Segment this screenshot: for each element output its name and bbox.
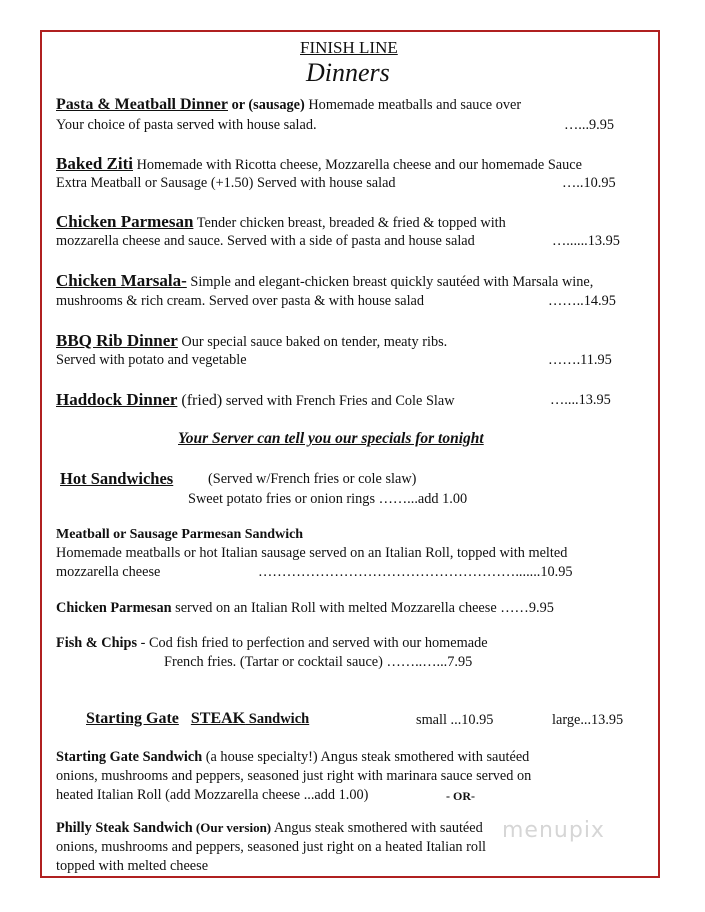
item-desc: served with French Fries and Cole Slaw [222,393,455,409]
sandwich-desc: Angus steak smothered with sautéed [271,820,483,836]
item-desc-line: mozzarella cheese and sauce. Served with a side of pasta and house salad [56,233,475,249]
sandwich-version: (Our version) [192,820,272,835]
item-price: ……..14.95 [548,293,616,309]
menu-item-starting-gate [56,749,529,766]
item-price: …….11.95 [548,352,612,368]
steak-large-price: large...13.95 [552,712,624,728]
or-separator: - OR- [446,789,475,803]
menu-item-pasta-meatball [56,96,521,114]
restaurant-title: FINISH LINE [300,38,398,57]
sandwich-name: Fish & Chips [56,635,138,651]
steak-small-price: small ...10.95 [416,712,494,728]
item-desc-line: Extra Meatball or Sausage (+1.50) Served with house salad [56,175,396,191]
sides-upgrade-note: Sweet potato fries or onion rings ……...add 1.00 [188,491,468,507]
steak-title-part: Starting Gate [86,710,179,727]
item-desc: Simple and elegant-chicken breast quickly sautéed with Marsala wine, [186,274,594,290]
sandwich-name: Philly Steak Sandwich [56,820,193,836]
section-title: Dinners [306,58,390,87]
sandwich-name: Starting Gate Sandwich [56,749,203,765]
sandwich-desc-line: Homemade meatballs or hot Italian sausage served on an Italian Roll, topped with melted [56,545,568,561]
sandwich-desc: (a house specialty!) Angus steak smothered with sautéed [202,749,530,765]
sandwich-price: ……………………………………………….......10.95 [258,564,573,580]
menu-item-haddock [56,390,455,410]
item-name: BBQ Rib Dinner [56,331,178,350]
item-name: Chicken Parmesan [56,212,194,231]
menu-item-chicken-parmesan [56,212,506,232]
item-desc: Homemade with Ricotta cheese, Mozzarella cheese and our homemade Sauce [133,157,582,173]
hot-sandwiches-title: Hot Sandwiches [60,469,174,488]
item-desc: Homemade meatballs and sauce over [304,97,522,113]
item-desc: Tender chicken breast, breaded & fried & topped with [193,215,506,231]
steak-title-part: Sandwich [245,711,310,727]
sandwich-desc: - Cod fish fried to perfection and served with our homemade [137,635,488,651]
item-name: Chicken Marsala- [56,271,187,290]
sandwich-name: Meatball or Sausage Parmesan Sandwich [56,527,304,542]
item-modifier: or (sausage) [231,97,305,113]
item-desc-line: mushrooms & rich cream. Served over pasta & with house salad [56,293,425,309]
item-desc-line: Served with potato and vegetable [56,352,247,368]
item-price: …......13.95 [552,233,620,249]
item-price: …....13.95 [550,392,611,408]
item-name: Haddock Dinner [56,390,178,409]
sandwich-desc-line: French fries. (Tartar or cocktail sauce) ……..…...7.95 [164,654,473,670]
sandwich-desc-line: onions, mushrooms and peppers, seasoned just right on a heated Italian roll [56,839,487,855]
menu-item-bbq-rib [56,331,447,351]
menu-item-fish-chips [56,635,488,652]
steak-title-part: STEAK [190,710,246,727]
item-name: Pasta & Meatball Dinner [56,96,228,113]
hot-sandwiches-note: (Served w/French fries or cole slaw) [208,471,417,487]
menu-item-philly-steak [56,820,483,837]
sandwich-desc-line: heated Italian Roll (add Mozzarella cheese ...add 1.00) [56,787,369,803]
menu-item-chicken-marsala [56,271,593,291]
menupix-watermark: menupix [502,818,605,843]
sandwich-desc-line: mozzarella cheese [56,564,161,580]
sandwich-desc: served on an Italian Roll with melted Mozzarella cheese ……9.95 [171,600,554,616]
item-desc-line: Your choice of pasta served with house salad. [56,117,317,133]
item-price: …..10.95 [562,175,616,191]
steak-section-title [86,710,309,728]
specials-note: Your Server can tell you our specials for tonight [178,430,484,447]
sandwich-desc-line: topped with melted cheese [56,858,209,874]
sandwich-name: Chicken Parmesan [56,600,172,616]
item-name: Baked Ziti [56,154,133,173]
menu-item-baked-ziti [56,154,582,174]
item-price: …...9.95 [564,117,615,133]
item-modifier: (fried) [177,392,223,409]
item-desc: Our special sauce baked on tender, meaty ribs. [177,334,448,350]
menu-item-chicken-parmesan-sandwich [56,600,554,617]
sandwich-desc-line: onions, mushrooms and peppers, seasoned just right with marinara sauce served on [56,768,532,784]
